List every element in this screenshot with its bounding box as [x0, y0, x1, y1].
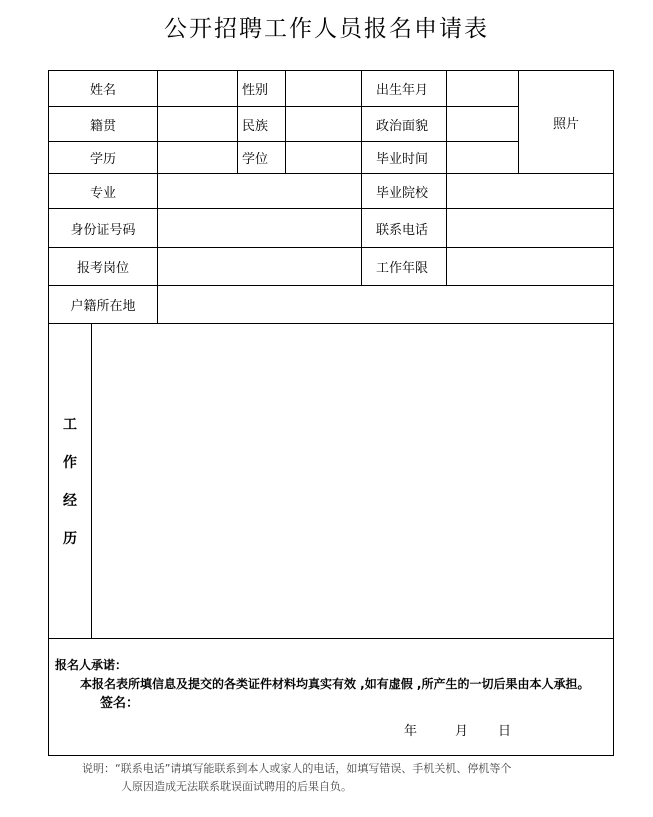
input-political-status[interactable]: [447, 107, 518, 141]
input-gender[interactable]: [286, 71, 361, 106]
pledge-text: 本报名表所填信息及提交的各类证件材料均真实有效 ,如有虚假 ,所产生的一切后果由本人承担。: [80, 677, 590, 691]
input-native-place[interactable]: [158, 107, 237, 141]
form-title: 公开招聘工作人员报名申请表: [164, 16, 489, 42]
label-major: 专业: [89, 185, 116, 201]
label-degree: 学位: [242, 152, 269, 167]
label-position: 报考岗位: [76, 261, 129, 276]
input-position[interactable]: [158, 248, 361, 285]
input-birth[interactable]: [447, 71, 518, 106]
label-contact-phone: 联系电话: [376, 222, 429, 238]
label-birth: 出生年月: [376, 83, 429, 98]
input-education[interactable]: [158, 142, 237, 173]
input-major[interactable]: [158, 174, 361, 208]
label-native-place: 籍贯: [89, 118, 116, 134]
input-ethnicity[interactable]: [286, 107, 361, 141]
label-household-location: 户籍所在地: [70, 299, 136, 314]
label-education: 学历: [89, 152, 116, 167]
work-experience-char: 工: [63, 417, 77, 433]
date-day: 日: [498, 724, 512, 739]
input-graduated-school[interactable]: [447, 174, 613, 208]
table-border-right: [613, 70, 614, 756]
label-graduation-time: 毕业时间: [376, 152, 429, 167]
work-experience-char: 作: [63, 455, 77, 471]
photo-box[interactable]: 照片: [552, 116, 579, 132]
input-work-years[interactable]: [447, 248, 613, 285]
label-graduated-school: 毕业院校: [376, 185, 429, 201]
row-divider: [48, 638, 614, 639]
input-degree[interactable]: [286, 142, 361, 173]
date-month: 月: [455, 724, 469, 739]
label-ethnicity: 民族: [242, 118, 269, 134]
input-contact-phone[interactable]: [447, 209, 613, 247]
input-name[interactable]: [158, 71, 237, 106]
pledge-heading: 报名人承诺：: [55, 658, 128, 672]
label-name: 姓名: [89, 83, 116, 98]
work-experience-char: 经: [63, 493, 77, 509]
input-household-location[interactable]: [158, 286, 613, 323]
date-year: 年: [404, 724, 418, 739]
label-id-number: 身份证号码: [70, 222, 136, 238]
note-line-1: 说明：“联系电话”请填写能联系到本人或家人的电话，如填写错误、手机关机、停机等个: [82, 762, 512, 775]
label-gender: 性别: [242, 83, 269, 98]
input-graduation-time[interactable]: [447, 142, 518, 173]
note-line-2: 人原因造成无法联系耽误面试聘用的后果自负。: [121, 780, 352, 793]
signature-label: 签名：: [100, 696, 140, 711]
label-work-experience: [49, 324, 91, 638]
label-work-years: 工作年限: [376, 261, 429, 276]
label-political-status: 政治面貌: [376, 118, 429, 134]
input-id-number[interactable]: [158, 209, 361, 247]
work-experience-char: 历: [63, 531, 77, 547]
table-border-bottom: [48, 755, 614, 756]
input-work-experience[interactable]: [92, 324, 613, 638]
